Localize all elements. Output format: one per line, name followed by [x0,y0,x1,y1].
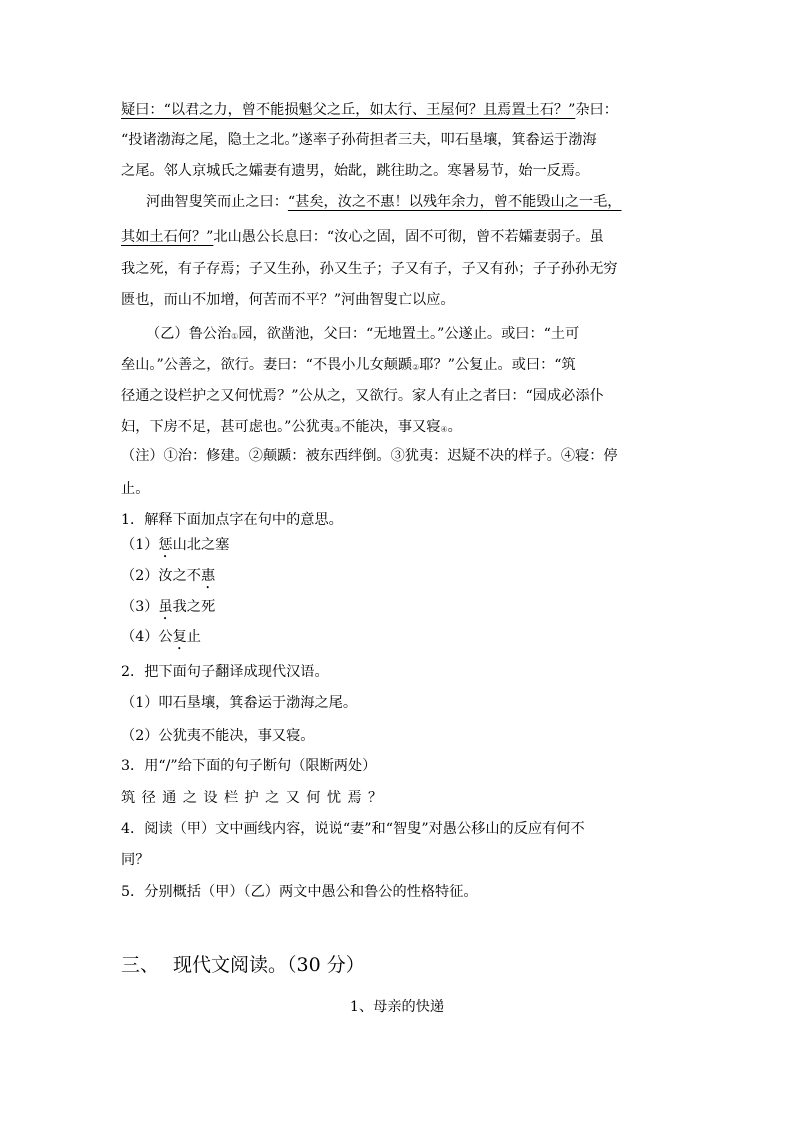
question-1: 1．解释下面加点字在句中的意思。 [121,512,343,528]
notes-line: 止。 [121,481,150,497]
footnote-marker: ③ [333,425,342,434]
passage-line: 径通之设栏护之又何忧焉？”公从之，又欲行。家人有止之者曰：“园成必添仆 [121,388,604,404]
underlined-text: 疑曰：“以君之力，曾不能损魁父之丘，如太行、王屋何？且焉置土石？” [121,102,576,118]
question-1-item: （3）虽我之死 [121,599,216,615]
question-4: 4．阅读（甲）文中画线内容，说说“妻”和“智叟”对愚公移山的反应有何不 [121,821,585,837]
passage-line: 疑曰：“以君之力，曾不能损魁父之丘，如太行、王屋何？且焉置土石？”杂曰： [121,102,618,118]
dotted-char: 惠 [200,568,216,584]
question-1-item: （1）惩山北之塞 [121,537,230,553]
article-title: 1、母亲的快递 [349,999,445,1015]
passage-line: 匮也，而山不加增，何苦而不平？”河曲智叟亡以应。 [121,292,455,308]
notes-line: （注）①治：修建。②颠踬：被东西绊倒。③犹夷：迟疑不决的样子。④寝：停 [121,448,618,464]
passage-line: 垒山。”公善之，欲行。妻曰：“不畏小儿女颠踬$_②$耶？”公复止。或曰：“筑 [121,357,576,373]
question-5: 5．分别概括（甲）（乙）两文中愚公和鲁公的性格特征。 [121,884,478,900]
underlined-text: “甚矣，汝之不惠！以残年余力，曾不能毁山之一毛， [287,194,622,210]
passage-line: 河曲智叟笑而止之曰：“甚矣，汝之不惠！以残年余力，曾不能毁山之一毛， [146,194,622,210]
passage-line: 我之死，有子存焉；子又生孙，孙又生子；子又有子，子又有孙；子子孙孙无穷 [121,261,618,277]
dotted-char: 复 [172,629,187,645]
section-heading: 三、 现代文阅读。（30 分） [121,954,365,976]
footnote-marker: ④ [440,425,448,434]
question-1-item: （2）汝之不惠 [121,568,216,584]
footnote-marker: ① [231,332,239,341]
question-3-sentence: 筑径通之设栏护之又何忧焉？ [121,790,389,806]
dotted-char: 虽 [158,599,173,615]
question-3: 3．用“/”给下面的句子断句（限断两处） [121,758,377,774]
question-1-item: （4）公复止 [121,629,201,645]
question-2-item: （2）公犹夷不能决，事又寝。 [121,728,315,744]
underlined-text: 其如土石何？” [121,229,214,245]
passage-line: 妇，下房不足，甚可虑也。”公犹夷$_③$不能决，事又寝$_④$。 [121,419,462,435]
passage-line: “投诸渤海之尾，隐土之北。”遂率子孙荷担者三夫，叩石垦壤，箕畚运于渤海 [121,132,597,148]
passage-line: 之尾。邻人京城氏之孀妻有遗男，始龀，跳往助之。寒暑易节，始一反焉。 [121,163,590,179]
footnote-marker: ② [412,363,420,372]
question-2: 2．把下面句子翻译成现代汉语。 [121,664,329,680]
passage-line: 其如土石何？”北山愚公长息曰：“汝心之固，固不可彻，曾不若孀妻弱子。虽 [121,229,604,245]
question-4: 同？ [121,852,150,868]
dotted-char: 惩 [158,537,173,553]
question-2-item: （1）叩石垦壤，箕畚运于渤海之尾。 [121,695,358,711]
passage-line: （乙）鲁公治$_①$园，欲凿池，父曰：“无地置土。”公遂止。或曰：“土可 [146,326,580,342]
